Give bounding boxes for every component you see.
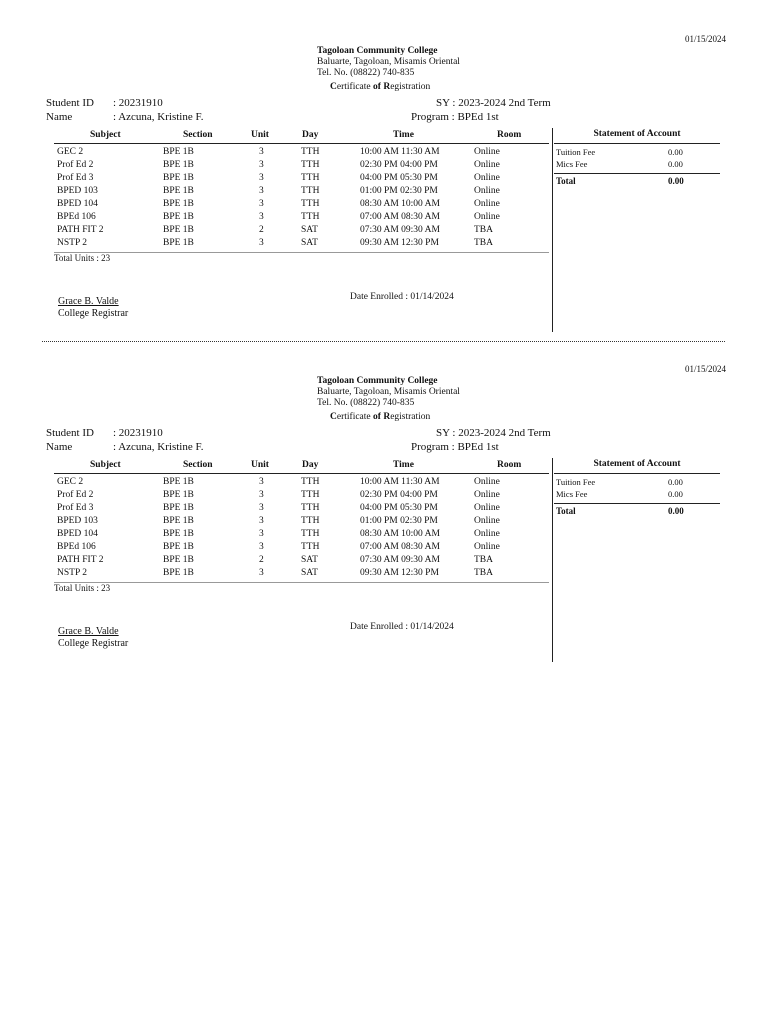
table-cell: TBA — [474, 555, 493, 565]
table-cell: BPE 1B — [163, 477, 194, 487]
table-cell: 3 — [259, 212, 264, 222]
school-header — [317, 376, 460, 409]
school-year: SY : 2023-2024 2nd Term — [436, 427, 551, 439]
table-cell: TBA — [474, 568, 493, 578]
cert-initial-c: C — [330, 82, 337, 92]
table-cell: Online — [474, 490, 500, 500]
date-enrolled: Date Enrolled : 01/14/2024 — [350, 622, 454, 632]
student-id-label: Student ID — [46, 427, 94, 439]
registrar-name: Grace B. Valde — [58, 626, 119, 637]
soa-row-mics — [554, 489, 720, 501]
table-cell: 07:00 AM 08:30 AM — [360, 542, 440, 552]
header-section: Section — [183, 130, 213, 140]
table-cell: 3 — [259, 477, 264, 487]
table-cell: 3 — [259, 186, 264, 196]
table-cell: TBA — [474, 238, 493, 248]
table-cell: BPE 1B — [163, 503, 194, 513]
table-cell: PATH FIT 2 — [57, 225, 104, 235]
table-body — [54, 477, 549, 581]
table-cell: NSTP 2 — [57, 238, 88, 248]
table-cell: BPE 1B — [163, 173, 194, 183]
table-cell: SAT — [301, 225, 318, 235]
certificate-title — [330, 82, 430, 92]
column-divider — [552, 128, 553, 332]
table-cell: SAT — [301, 555, 318, 565]
statement-of-account — [554, 128, 720, 188]
table-cell: NSTP 2 — [57, 568, 88, 578]
soa-value: 0.00 — [668, 489, 683, 499]
table-row — [54, 173, 549, 186]
cut-line — [42, 341, 725, 342]
table-cell: 04:00 PM 05:30 PM — [360, 173, 438, 183]
total-units: Total Units : 23 — [54, 253, 111, 263]
print-date: 01/15/2024 — [684, 364, 726, 374]
table-cell: Online — [474, 173, 500, 183]
table-cell: Online — [474, 529, 500, 539]
table-cell: BPE 1B — [163, 147, 194, 157]
soa-label: Mics Fee — [556, 489, 588, 499]
table-cell: BPED 104 — [57, 199, 98, 209]
table-cell: TTH — [301, 503, 320, 513]
table-cell: 3 — [259, 238, 264, 248]
soa-row-tuition — [554, 147, 720, 159]
soa-total-row — [554, 173, 720, 188]
table-cell: 02:30 PM 04:00 PM — [360, 490, 438, 500]
table-cell: 01:00 PM 02:30 PM — [360, 516, 438, 526]
table-cell: 07:30 AM 09:30 AM — [360, 225, 440, 235]
cert-initial-c: C — [330, 412, 337, 422]
table-cell: 3 — [259, 199, 264, 209]
table-cell: BPEd 106 — [57, 212, 96, 222]
table-cell: Online — [474, 542, 500, 552]
table-cell: 3 — [259, 490, 264, 500]
table-cell: BPE 1B — [163, 542, 194, 552]
table-row — [54, 238, 549, 251]
soa-value: 0.00 — [668, 477, 683, 487]
student-name-label: Name — [46, 111, 73, 123]
table-cell: 3 — [259, 147, 264, 157]
table-body — [54, 147, 549, 251]
table-cell: TTH — [301, 542, 320, 552]
program: Program : BPEd 1st — [411, 441, 499, 453]
header-unit: Unit — [251, 130, 269, 140]
table-cell: GEC 2 — [57, 477, 84, 487]
table-cell: BPE 1B — [163, 568, 194, 578]
student-id-label: Student ID — [46, 97, 94, 109]
soa-title: Statement of Account — [554, 128, 720, 144]
registration-copy — [0, 0, 768, 330]
table-cell: 3 — [259, 516, 264, 526]
header-room: Room — [497, 460, 522, 470]
registrar-title: College Registrar — [58, 638, 129, 649]
cert-word-of: of — [373, 82, 381, 92]
table-cell: 3 — [259, 173, 264, 183]
table-cell: 2 — [259, 555, 264, 565]
total-units: Total Units : 23 — [54, 583, 111, 593]
table-cell: BPE 1B — [163, 555, 194, 565]
registrar-signature — [58, 296, 128, 320]
table-footer-line — [54, 582, 549, 583]
table-cell: PATH FIT 2 — [57, 555, 104, 565]
soa-total-row — [554, 503, 720, 518]
table-cell: SAT — [301, 238, 318, 248]
table-cell: 10:00 AM 11:30 AM — [360, 477, 440, 487]
table-row — [54, 516, 549, 529]
soa-total-label: Total — [556, 176, 576, 186]
table-cell: 3 — [259, 503, 264, 513]
table-row — [54, 555, 549, 568]
table-cell: Online — [474, 147, 500, 157]
soa-row-tuition — [554, 477, 720, 489]
registrar-name: Grace B. Valde — [58, 296, 119, 307]
soa-label: Tuition Fee — [556, 477, 596, 487]
table-cell: BPE 1B — [163, 199, 194, 209]
table-cell: 09:30 AM 12:30 PM — [360, 568, 439, 578]
soa-title: Statement of Account — [554, 458, 720, 474]
student-id-value: : 20231910 — [113, 97, 163, 109]
print-date: 01/15/2024 — [684, 34, 726, 44]
cert-word-2: egistration — [390, 82, 431, 92]
table-cell: 02:30 PM 04:00 PM — [360, 160, 438, 170]
table-cell: 08:30 AM 10:00 AM — [360, 199, 440, 209]
header-subject: Subject — [90, 460, 121, 470]
table-cell: TTH — [301, 186, 320, 196]
table-row — [54, 477, 549, 490]
statement-of-account — [554, 458, 720, 518]
date-enrolled: Date Enrolled : 01/14/2024 — [350, 292, 454, 302]
table-cell: BPE 1B — [163, 238, 194, 248]
table-cell: Prof Ed 3 — [57, 503, 94, 513]
header-day: Day — [302, 460, 319, 470]
table-header — [54, 128, 549, 144]
table-cell: Online — [474, 160, 500, 170]
table-cell: 07:00 AM 08:30 AM — [360, 212, 440, 222]
column-divider — [552, 458, 553, 662]
header-subject: Subject — [90, 130, 121, 140]
table-row — [54, 147, 549, 160]
table-footer-line — [54, 252, 549, 253]
certificate-title — [330, 412, 430, 422]
student-id-value: : 20231910 — [113, 427, 163, 439]
table-cell: 2 — [259, 225, 264, 235]
table-cell: Prof Ed 2 — [57, 160, 94, 170]
registrar-signature — [58, 626, 128, 650]
table-cell: 07:30 AM 09:30 AM — [360, 555, 440, 565]
table-cell: BPE 1B — [163, 160, 194, 170]
soa-value: 0.00 — [668, 159, 683, 169]
school-tel: Tel. No. (08822) 740-835 — [317, 398, 415, 408]
table-row — [54, 225, 549, 238]
table-cell: 08:30 AM 10:00 AM — [360, 529, 440, 539]
soa-total-label: Total — [556, 506, 576, 516]
soa-label: Tuition Fee — [556, 147, 596, 157]
cert-initial-r: R — [383, 412, 391, 422]
table-cell: SAT — [301, 568, 318, 578]
table-cell: BPE 1B — [163, 490, 194, 500]
soa-label: Mics Fee — [556, 159, 588, 169]
table-cell: TTH — [301, 477, 320, 487]
school-tel: Tel. No. (08822) 740-835 — [317, 68, 415, 78]
header-section: Section — [183, 460, 213, 470]
table-cell: TTH — [301, 490, 320, 500]
table-row — [54, 199, 549, 212]
table-cell: BPE 1B — [163, 529, 194, 539]
header-unit: Unit — [251, 460, 269, 470]
table-cell: Online — [474, 186, 500, 196]
school-name: Tagoloan Community College — [317, 46, 438, 56]
cert-word-of: of — [373, 412, 381, 422]
cert-word-1: ertificate — [336, 412, 374, 422]
table-cell: TTH — [301, 212, 320, 222]
table-cell: BPE 1B — [163, 186, 194, 196]
school-name: Tagoloan Community College — [317, 376, 438, 386]
header-time: Time — [393, 460, 414, 470]
soa-value: 0.00 — [668, 147, 683, 157]
school-header — [317, 46, 460, 79]
table-cell: TTH — [301, 199, 320, 209]
table-cell: 01:00 PM 02:30 PM — [360, 186, 438, 196]
student-name-value: : Azcuna, Kristine F. — [113, 441, 204, 453]
soa-total-value: 0.00 — [668, 506, 684, 516]
program: Program : BPEd 1st — [411, 111, 499, 123]
table-row — [54, 568, 549, 581]
table-cell: TTH — [301, 147, 320, 157]
soa-row-mics — [554, 159, 720, 171]
subjects-table — [54, 458, 549, 593]
school-year: SY : 2023-2024 2nd Term — [436, 97, 551, 109]
table-row — [54, 186, 549, 199]
table-cell: TTH — [301, 160, 320, 170]
registrar-title: College Registrar — [58, 308, 129, 319]
table-cell: TBA — [474, 225, 493, 235]
student-name-label: Name — [46, 441, 73, 453]
table-cell: Prof Ed 3 — [57, 173, 94, 183]
table-row — [54, 160, 549, 173]
table-cell: Online — [474, 516, 500, 526]
table-cell: BPED 103 — [57, 516, 98, 526]
table-cell: TTH — [301, 173, 320, 183]
table-cell: Online — [474, 199, 500, 209]
header-room: Room — [497, 130, 522, 140]
table-row — [54, 529, 549, 542]
table-cell: BPED 103 — [57, 186, 98, 196]
school-address: Baluarte, Tagoloan, Misamis Oriental — [317, 387, 460, 397]
soa-total-value: 0.00 — [668, 176, 684, 186]
table-cell: BPED 104 — [57, 529, 98, 539]
table-cell: 04:00 PM 05:30 PM — [360, 503, 438, 513]
subjects-table — [54, 128, 549, 263]
table-row — [54, 490, 549, 503]
cert-initial-r: R — [383, 82, 391, 92]
table-cell: 09:30 AM 12:30 PM — [360, 238, 439, 248]
student-name-value: : Azcuna, Kristine F. — [113, 111, 204, 123]
school-address: Baluarte, Tagoloan, Misamis Oriental — [317, 57, 460, 67]
table-row — [54, 503, 549, 516]
table-cell: Online — [474, 503, 500, 513]
table-cell: 3 — [259, 568, 264, 578]
table-header — [54, 458, 549, 474]
header-day: Day — [302, 130, 319, 140]
table-cell: TTH — [301, 516, 320, 526]
table-cell: GEC 2 — [57, 147, 84, 157]
table-row — [54, 212, 549, 225]
table-cell: 3 — [259, 160, 264, 170]
table-cell: Online — [474, 212, 500, 222]
table-cell: 10:00 AM 11:30 AM — [360, 147, 440, 157]
table-cell: BPEd 106 — [57, 542, 96, 552]
table-cell: Online — [474, 477, 500, 487]
table-cell: Prof Ed 2 — [57, 490, 94, 500]
header-time: Time — [393, 130, 414, 140]
registration-copy — [0, 330, 768, 660]
table-cell: TTH — [301, 529, 320, 539]
table-cell: 3 — [259, 529, 264, 539]
table-row — [54, 542, 549, 555]
cert-word-2: egistration — [390, 412, 431, 422]
cert-word-1: ertificate — [336, 82, 374, 92]
table-cell: BPE 1B — [163, 225, 194, 235]
table-cell: BPE 1B — [163, 212, 194, 222]
table-cell: BPE 1B — [163, 516, 194, 526]
table-cell: 3 — [259, 542, 264, 552]
